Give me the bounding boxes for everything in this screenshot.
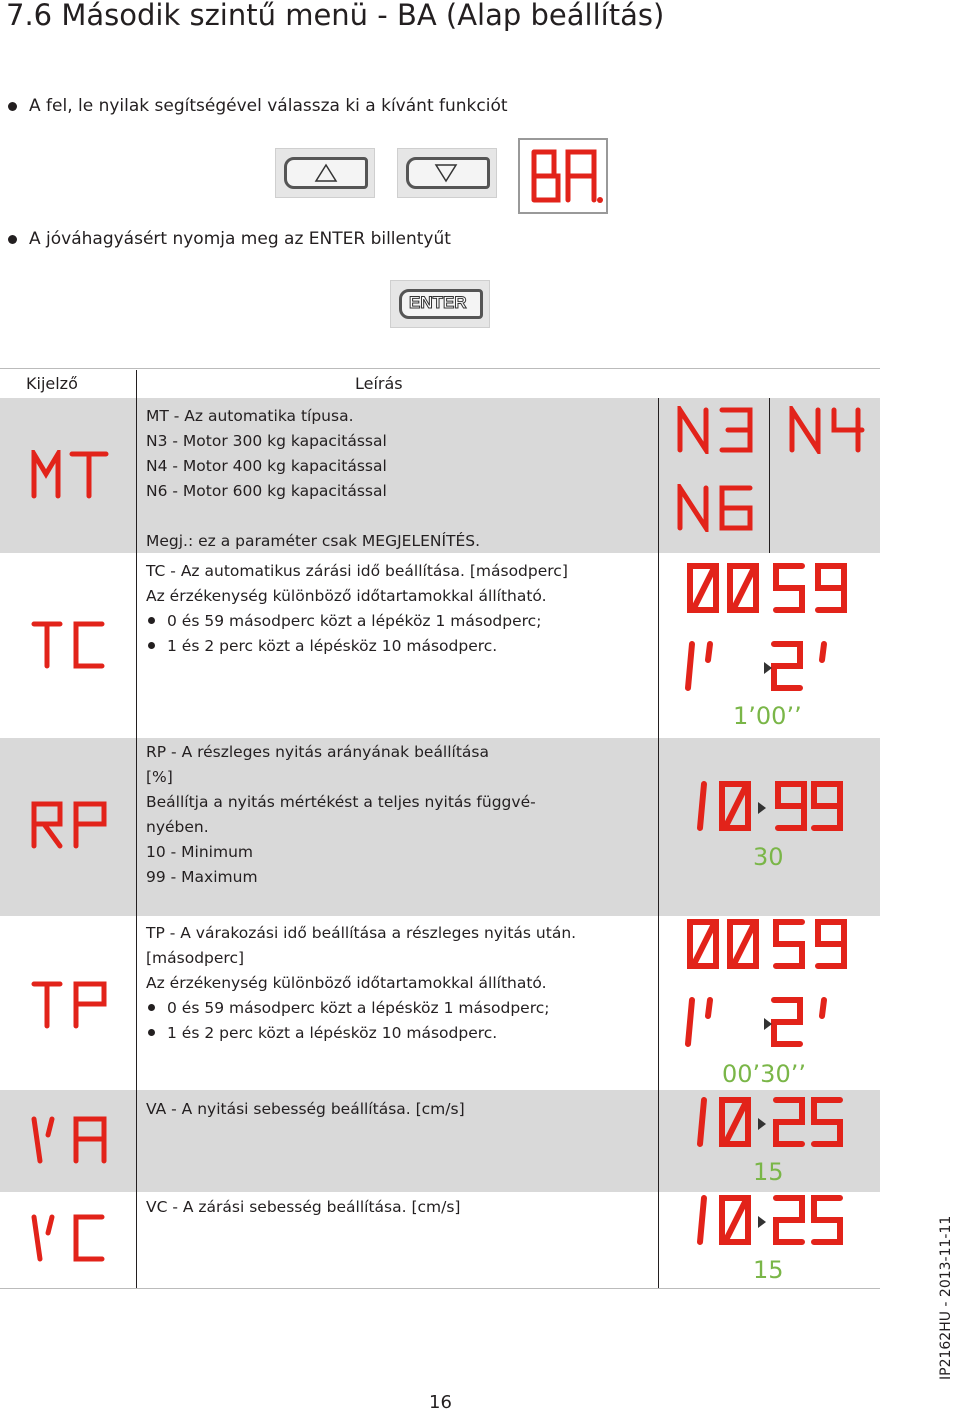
page-title: 7.6 Második szintű menü - BA (Alap beállítás) xyxy=(6,0,665,32)
desc-line: N3 - Motor 300 kg kapacitással xyxy=(146,432,387,450)
tc-description xyxy=(146,559,568,659)
instruction-text: A jóváhagyásért nyomja meg az ENTER billentyűt xyxy=(29,229,451,249)
desc-line: [%] xyxy=(146,768,173,786)
desc-line: MT - Az automatika típusa. xyxy=(146,407,354,425)
column-header-description: Leírás xyxy=(355,374,403,393)
tc-default-value: 1’00’’ xyxy=(733,702,802,730)
lcd-0059 xyxy=(684,562,854,616)
desc-bullet: 1 és 2 perc közt a lépésköz 10 másodperc. xyxy=(146,634,568,659)
lcd-0059-tp xyxy=(684,918,854,972)
instruction-bullet-2 xyxy=(8,229,451,249)
lcd-code-rp xyxy=(30,800,110,850)
lcd-1-2 xyxy=(684,640,854,694)
enter-label: ENTER xyxy=(409,293,467,312)
desc-line: RP - A részleges nyitás arányának beállítása xyxy=(146,743,490,761)
lcd-1025-vc xyxy=(690,1194,860,1248)
lcd-1-2-tp xyxy=(684,996,854,1050)
mt-description xyxy=(146,404,480,554)
lcd-ba-glyphs xyxy=(520,140,606,212)
va-default-value: 15 xyxy=(753,1158,784,1186)
desc-line: nyében. xyxy=(146,818,209,836)
desc-line: Az érzékenység különböző időtartamokkal állítható. xyxy=(146,974,547,992)
lcd-code-va xyxy=(30,1115,110,1165)
lcd-1099 xyxy=(690,780,860,834)
bullet-dot xyxy=(8,235,17,244)
up-arrow-icon xyxy=(314,163,338,183)
up-arrow-button[interactable] xyxy=(275,148,375,198)
document-id-container xyxy=(938,1180,958,1380)
column-header-display: Kijelző xyxy=(26,374,78,393)
desc-line: [másodperc] xyxy=(146,949,245,967)
lcd-code-tc xyxy=(30,620,110,670)
lcd-n3 xyxy=(676,406,760,454)
lcd-n4 xyxy=(788,406,872,454)
desc-note: Megj.: ez a paraméter csak MEGJELENÍTÉS. xyxy=(146,532,481,550)
vc-default-value: 15 xyxy=(753,1256,784,1284)
down-arrow-button[interactable] xyxy=(397,148,497,198)
lcd-1025-va xyxy=(690,1096,860,1150)
page-number: 16 xyxy=(429,1392,452,1413)
tp-description xyxy=(146,921,576,1046)
rp-default-value: 30 xyxy=(753,843,784,871)
lcd-code-mt xyxy=(30,450,110,500)
va-description: VA - A nyitási sebesség beállítása. [cm/s] xyxy=(146,1100,465,1118)
vc-description: VC - A zárási sebesség beállítása. [cm/s] xyxy=(146,1198,461,1216)
desc-bullet: 0 és 59 másodperc közt a lépéköz 1 másodperc; xyxy=(146,609,568,634)
document-id: IP2162HU - 2013-11-11 xyxy=(938,1215,954,1380)
desc-line: N4 - Motor 400 kg kapacitással xyxy=(146,457,387,475)
desc-line: 10 - Minimum xyxy=(146,843,254,861)
lcd-code-tp xyxy=(30,980,110,1030)
lcd-n6 xyxy=(676,484,760,532)
desc-line: Az érzékenység különböző időtartamokkal állítható. xyxy=(146,587,547,605)
instruction-text: A fel, le nyilak segítségével válassza ki a kívánt funkciót xyxy=(29,96,508,116)
desc-line: 99 - Maximum xyxy=(146,868,258,886)
desc-line: Beállítja a nyitás mértékést a teljes nyitás függvé- xyxy=(146,793,536,811)
desc-line: N6 - Motor 600 kg kapacitással xyxy=(146,482,387,500)
desc-line: TC - Az automatikus zárási idő beállítása. [másodperc] xyxy=(146,562,568,580)
enter-button[interactable] xyxy=(390,280,490,328)
lcd-code-vc xyxy=(30,1213,110,1263)
tp-default-value: 00’30’’ xyxy=(722,1060,806,1088)
desc-bullet: 0 és 59 másodperc közt a lépésköz 1 másodperc; xyxy=(146,996,576,1021)
instruction-bullet-1 xyxy=(8,96,508,116)
desc-bullet: 1 és 2 perc közt a lépésköz 10 másodperc. xyxy=(146,1021,576,1046)
lcd-ba-display xyxy=(518,138,608,214)
rp-description xyxy=(146,740,536,890)
bullet-dot xyxy=(8,102,17,111)
desc-line: TP - A várakozási idő beállítása a részleges nyitás után. xyxy=(146,924,577,942)
down-arrow-icon xyxy=(434,163,458,183)
